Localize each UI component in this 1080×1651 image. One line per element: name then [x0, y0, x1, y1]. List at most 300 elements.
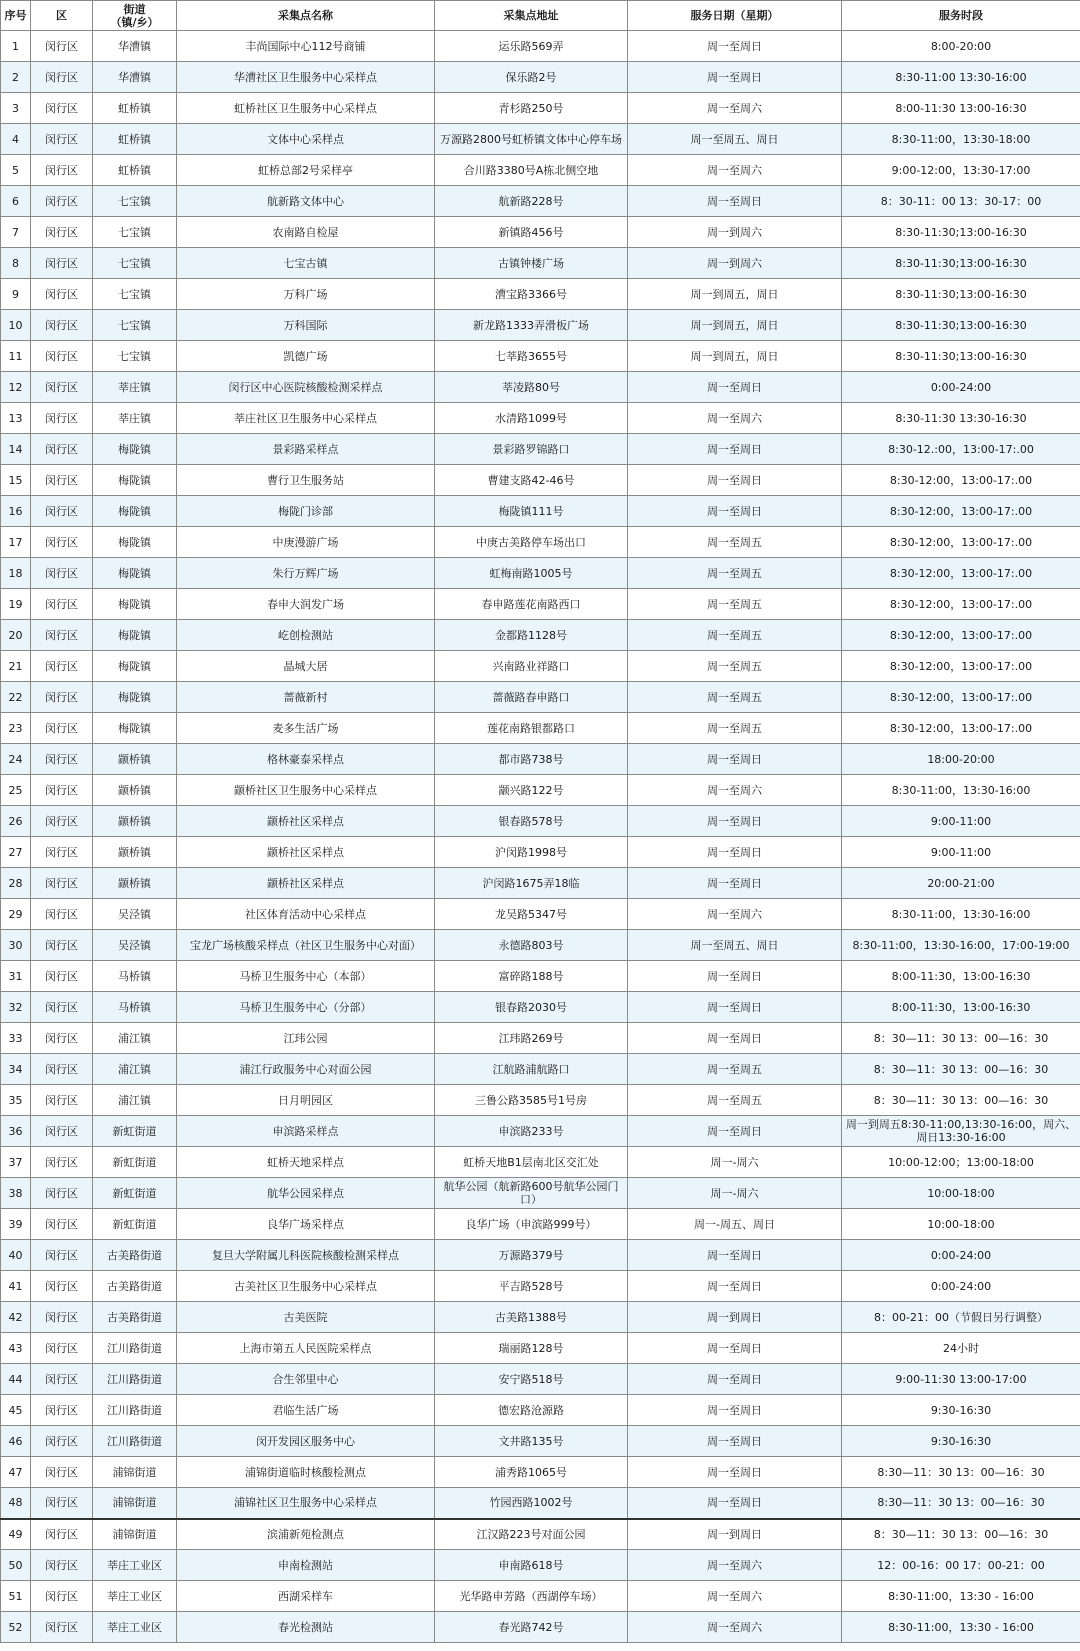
cell-site-name: 莘庄社区卫生服务中心采样点 — [177, 403, 435, 434]
cell-service-days: 周一至周六 — [628, 155, 842, 186]
cell-district: 闵行区 — [31, 1054, 93, 1085]
cell-service-hours: 9:00-11:00 — [842, 806, 1080, 837]
table-row — [1, 403, 1080, 434]
cell-service-hours: 8:30-12:00，13:00-17:.00 — [842, 558, 1080, 589]
cell-street: 颛桥镇 — [93, 806, 177, 837]
cell-street: 新虹街道 — [93, 1209, 177, 1240]
cell-district: 闵行区 — [31, 1581, 93, 1612]
cell-address: 虹桥天地B1层南北区交汇处 — [435, 1147, 628, 1178]
cell-site-name: 滨浦新苑检测点 — [177, 1519, 435, 1550]
cell-service-days: 周一至周日 — [628, 31, 842, 62]
cell-address: 申滨路233号 — [435, 1116, 628, 1147]
cell-street: 华漕镇 — [93, 31, 177, 62]
cell-service-days: 周一至周日 — [628, 372, 842, 403]
table-row — [1, 682, 1080, 713]
cell-street: 江川路街道 — [93, 1395, 177, 1426]
table-row — [1, 434, 1080, 465]
cell-district: 闵行区 — [31, 310, 93, 341]
table-row — [1, 1209, 1080, 1240]
cell-district: 闵行区 — [31, 1302, 93, 1333]
table-row — [1, 1457, 1080, 1488]
cell-seq: 2 — [1, 62, 31, 93]
cell-street: 江川路街道 — [93, 1333, 177, 1364]
cell-site-name: 闵开发园区服务中心 — [177, 1426, 435, 1457]
cell-address: 瑞丽路128号 — [435, 1333, 628, 1364]
cell-service-days: 周一至周日 — [628, 868, 842, 899]
header-seq: 序号 — [1, 1, 31, 31]
cell-district: 闵行区 — [31, 806, 93, 837]
cell-seq: 27 — [1, 837, 31, 868]
cell-district: 闵行区 — [31, 1209, 93, 1240]
cell-service-days: 周一-周五、周日 — [628, 1209, 842, 1240]
table-row — [1, 1085, 1080, 1116]
cell-service-hours: 8:30-11:30;13:00-16:30 — [842, 217, 1080, 248]
cell-service-hours: 8:00-11:30，13:00-16:30 — [842, 961, 1080, 992]
cell-service-hours: 9:00-12:00，13:30-17:00 — [842, 155, 1080, 186]
cell-address: 竹园西路1002号 — [435, 1488, 628, 1519]
cell-seq: 17 — [1, 527, 31, 558]
cell-seq: 11 — [1, 341, 31, 372]
cell-service-days: 周一至周五 — [628, 620, 842, 651]
cell-service-hours: 10:00-12:00；13:00-18:00 — [842, 1147, 1080, 1178]
cell-service-days: 周一至周日 — [628, 1023, 842, 1054]
cell-district: 闵行区 — [31, 496, 93, 527]
cell-site-name: 西湖采样车 — [177, 1581, 435, 1612]
cell-service-hours: 8：30—11：30 13：00—16：30 — [842, 1085, 1080, 1116]
header-street-line2: （镇/乡） — [110, 15, 159, 29]
cell-site-name: 七宝古镇 — [177, 248, 435, 279]
cell-street: 浦江镇 — [93, 1054, 177, 1085]
cell-seq: 42 — [1, 1302, 31, 1333]
cell-site-name: 江玮公园 — [177, 1023, 435, 1054]
table-row — [1, 930, 1080, 961]
cell-site-name: 景彩路采样点 — [177, 434, 435, 465]
cell-district: 闵行区 — [31, 434, 93, 465]
table-row — [1, 837, 1080, 868]
cell-service-days: 周一至周日 — [628, 1426, 842, 1457]
cell-street: 梅陇镇 — [93, 527, 177, 558]
cell-site-name: 合生邻里中心 — [177, 1364, 435, 1395]
cell-street: 七宝镇 — [93, 248, 177, 279]
cell-street: 华漕镇 — [93, 62, 177, 93]
cell-service-hours: 10:00-18:00 — [842, 1178, 1080, 1209]
cell-street: 颛桥镇 — [93, 744, 177, 775]
table-row — [1, 775, 1080, 806]
cell-district: 闵行区 — [31, 1333, 93, 1364]
cell-site-name: 麦多生活广场 — [177, 713, 435, 744]
cell-address: 沪闵路1675弄18临 — [435, 868, 628, 899]
cell-service-hours: 9:30-16:30 — [842, 1426, 1080, 1457]
table-row — [1, 124, 1080, 155]
table-row — [1, 310, 1080, 341]
cell-site-name: 凯德广场 — [177, 341, 435, 372]
cell-street: 浦锦街道 — [93, 1488, 177, 1519]
cell-site-name: 申滨路采样点 — [177, 1116, 435, 1147]
cell-service-days: 周一至周日 — [628, 1333, 842, 1364]
cell-service-hours: 8:30-11:00，13:30-16:00 — [842, 899, 1080, 930]
cell-district: 闵行区 — [31, 558, 93, 589]
cell-site-name: 万科国际 — [177, 310, 435, 341]
cell-service-hours: 8:30-11:00，13:30 - 16:00 — [842, 1612, 1080, 1643]
table-row — [1, 744, 1080, 775]
cell-district: 闵行区 — [31, 279, 93, 310]
table-row — [1, 589, 1080, 620]
cell-service-hours: 周一到周五8:30-11:00,13:30-16:00，周六、周日13:30-16:00 — [842, 1116, 1080, 1147]
cell-address: 江汉路223号对面公园 — [435, 1519, 628, 1550]
cell-district: 闵行区 — [31, 1178, 93, 1209]
cell-service-hours: 8:30-12:00，13:00-17:.00 — [842, 620, 1080, 651]
cell-service-hours: 8:30-12:00，13:00-17:.00 — [842, 527, 1080, 558]
table-row — [1, 868, 1080, 899]
cell-district: 闵行区 — [31, 992, 93, 1023]
table-row — [1, 465, 1080, 496]
cell-district: 闵行区 — [31, 837, 93, 868]
cell-seq: 3 — [1, 93, 31, 124]
cell-seq: 24 — [1, 744, 31, 775]
cell-site-name: 农南路自检屋 — [177, 217, 435, 248]
cell-site-name: 文体中心采样点 — [177, 124, 435, 155]
cell-district: 闵行区 — [31, 682, 93, 713]
table-row — [1, 899, 1080, 930]
cell-service-days: 周一至周五 — [628, 651, 842, 682]
cell-district: 闵行区 — [31, 1147, 93, 1178]
cell-seq: 33 — [1, 1023, 31, 1054]
cell-district: 闵行区 — [31, 1457, 93, 1488]
cell-street: 莘庄镇 — [93, 403, 177, 434]
cell-site-name: 古美社区卫生服务中心采样点 — [177, 1271, 435, 1302]
cell-service-days: 周一至周日 — [628, 434, 842, 465]
cell-service-hours: 8：00-21：00（节假日另行调整） — [842, 1302, 1080, 1333]
cell-service-days: 周一-周六 — [628, 1147, 842, 1178]
cell-district: 闵行区 — [31, 713, 93, 744]
cell-service-days: 周一至周日 — [628, 1457, 842, 1488]
table-row — [1, 279, 1080, 310]
cell-district: 闵行区 — [31, 1271, 93, 1302]
cell-seq: 21 — [1, 651, 31, 682]
cell-service-days: 周一至周日 — [628, 1240, 842, 1271]
cell-site-name: 日月明园区 — [177, 1085, 435, 1116]
cell-service-hours: 8:30-12:00，13:00-17:.00 — [842, 496, 1080, 527]
cell-service-days: 周一到周五，周日 — [628, 310, 842, 341]
cell-site-name: 颛桥社区采样点 — [177, 806, 435, 837]
cell-service-hours: 8:30-12:00，13:00-17:.00 — [842, 589, 1080, 620]
cell-site-name: 申南检测站 — [177, 1550, 435, 1581]
cell-street: 虹桥镇 — [93, 155, 177, 186]
cell-street: 莘庄镇 — [93, 372, 177, 403]
cell-seq: 39 — [1, 1209, 31, 1240]
cell-district: 闵行区 — [31, 589, 93, 620]
cell-address: 梅陇镇111号 — [435, 496, 628, 527]
cell-address: 江玮路269号 — [435, 1023, 628, 1054]
cell-address: 申南路618号 — [435, 1550, 628, 1581]
table-row — [1, 1054, 1080, 1085]
cell-service-hours: 8：30—11：30 13：00—16：30 — [842, 1054, 1080, 1085]
cell-service-hours: 0:00-24:00 — [842, 372, 1080, 403]
cell-street: 浦锦街道 — [93, 1519, 177, 1550]
cell-service-hours: 8:30-11:30;13:00-16:30 — [842, 248, 1080, 279]
cell-site-name: 朱行万辉广场 — [177, 558, 435, 589]
cell-service-hours: 8:30-11:00，13:30 - 16:00 — [842, 1581, 1080, 1612]
cell-district: 闵行区 — [31, 1395, 93, 1426]
header-street-line1: 街道 — [123, 2, 146, 16]
cell-seq: 28 — [1, 868, 31, 899]
cell-site-name: 屹创检测站 — [177, 620, 435, 651]
cell-street: 新虹街道 — [93, 1116, 177, 1147]
cell-street: 新虹街道 — [93, 1178, 177, 1209]
cell-seq: 35 — [1, 1085, 31, 1116]
cell-street: 颛桥镇 — [93, 868, 177, 899]
header-site-name: 采集点名称 — [177, 1, 435, 31]
cell-service-hours: 0:00-24:00 — [842, 1240, 1080, 1271]
cell-seq: 18 — [1, 558, 31, 589]
table-row — [1, 1519, 1080, 1550]
cell-site-name: 曹行卫生服务站 — [177, 465, 435, 496]
cell-service-days: 周一-周六 — [628, 1178, 842, 1209]
table-row — [1, 62, 1080, 93]
cell-service-hours: 8:30-11:00，13:30-16:00，17:00-19:00 — [842, 930, 1080, 961]
cell-street: 梅陇镇 — [93, 713, 177, 744]
cell-service-days: 周一至周五、周日 — [628, 124, 842, 155]
cell-street: 吴泾镇 — [93, 930, 177, 961]
cell-district: 闵行区 — [31, 961, 93, 992]
cell-district: 闵行区 — [31, 1488, 93, 1519]
cell-address: 曹建支路42-46号 — [435, 465, 628, 496]
table-row — [1, 1302, 1080, 1333]
cell-address: 水清路1099号 — [435, 403, 628, 434]
cell-address: 颛兴路122号 — [435, 775, 628, 806]
cell-street: 七宝镇 — [93, 186, 177, 217]
cell-service-hours: 8:00-11:30 13:00-16:30 — [842, 93, 1080, 124]
cell-service-days: 周一到周日 — [628, 1302, 842, 1333]
cell-seq: 29 — [1, 899, 31, 930]
table-row — [1, 651, 1080, 682]
cell-service-days: 周一到周六 — [628, 217, 842, 248]
cell-street: 七宝镇 — [93, 279, 177, 310]
cell-street: 梅陇镇 — [93, 496, 177, 527]
cell-service-days: 周一至周六 — [628, 403, 842, 434]
cell-seq: 7 — [1, 217, 31, 248]
cell-site-name: 古美医院 — [177, 1302, 435, 1333]
cell-seq: 5 — [1, 155, 31, 186]
cell-address: 富碎路188号 — [435, 961, 628, 992]
cell-service-hours: 8:30-12:00，13:00-17:.00 — [842, 465, 1080, 496]
cell-service-hours: 8:00-20:00 — [842, 31, 1080, 62]
cell-address: 新镇路456号 — [435, 217, 628, 248]
cell-seq: 22 — [1, 682, 31, 713]
cell-service-hours: 8:30-11:30;13:00-16:30 — [842, 341, 1080, 372]
cell-address: 青杉路250号 — [435, 93, 628, 124]
cell-seq: 19 — [1, 589, 31, 620]
cell-site-name: 晶城大居 — [177, 651, 435, 682]
cell-district: 闵行区 — [31, 1612, 93, 1643]
cell-seq: 16 — [1, 496, 31, 527]
cell-street: 颛桥镇 — [93, 837, 177, 868]
cell-seq: 9 — [1, 279, 31, 310]
cell-address: 古镇钟楼广场 — [435, 248, 628, 279]
cell-address: 光华路申芳路（西湖停车场） — [435, 1581, 628, 1612]
cell-street: 虹桥镇 — [93, 124, 177, 155]
header-service-days: 服务日期（星期） — [628, 1, 842, 31]
cell-street: 梅陇镇 — [93, 465, 177, 496]
cell-address: 万源路2800号虹桥镇文体中心停车场 — [435, 124, 628, 155]
cell-service-days: 周一至周六 — [628, 775, 842, 806]
table-row — [1, 713, 1080, 744]
cell-address: 合川路3380号A栋北侧空地 — [435, 155, 628, 186]
cell-district: 闵行区 — [31, 744, 93, 775]
cell-service-days: 周一至周日 — [628, 992, 842, 1023]
cell-seq: 30 — [1, 930, 31, 961]
cell-service-hours: 8:30-11:00 13:30-16:00 — [842, 62, 1080, 93]
table-row — [1, 1240, 1080, 1271]
cell-street: 梅陇镇 — [93, 682, 177, 713]
cell-service-days: 周一至周六 — [628, 93, 842, 124]
cell-address: 德宏路沧源路 — [435, 1395, 628, 1426]
cell-service-days: 周一至周日 — [628, 961, 842, 992]
cell-seq: 25 — [1, 775, 31, 806]
cell-seq: 13 — [1, 403, 31, 434]
cell-seq: 48 — [1, 1488, 31, 1519]
cell-seq: 40 — [1, 1240, 31, 1271]
table-row — [1, 1612, 1080, 1643]
cell-service-hours: 8:30—11：30 13：00—16：30 — [842, 1488, 1080, 1519]
cell-street: 马桥镇 — [93, 961, 177, 992]
cell-site-name: 蔷薇新村 — [177, 682, 435, 713]
cell-site-name: 社区体育活动中心采样点 — [177, 899, 435, 930]
cell-address: 中庚古美路停车场出口 — [435, 527, 628, 558]
cell-seq: 14 — [1, 434, 31, 465]
cell-district: 闵行区 — [31, 899, 93, 930]
cell-site-name: 春光检测站 — [177, 1612, 435, 1643]
cell-street: 浦江镇 — [93, 1023, 177, 1054]
cell-district: 闵行区 — [31, 1116, 93, 1147]
cell-seq: 47 — [1, 1457, 31, 1488]
cell-address: 春光路742号 — [435, 1612, 628, 1643]
cell-district: 闵行区 — [31, 868, 93, 899]
cell-site-name: 颛桥社区采样点 — [177, 868, 435, 899]
cell-address: 航华公园（航新路600号航华公园门口） — [435, 1178, 628, 1209]
cell-site-name: 浦江行政服务中心对面公园 — [177, 1054, 435, 1085]
cell-site-name: 华漕社区卫生服务中心采样点 — [177, 62, 435, 93]
header-district: 区 — [31, 1, 93, 31]
cell-service-days: 周一到周六 — [628, 248, 842, 279]
cell-site-name: 丰尚国际中心112号商铺 — [177, 31, 435, 62]
cell-service-days: 周一至周六 — [628, 1581, 842, 1612]
cell-service-days: 周一至周五 — [628, 713, 842, 744]
cell-site-name: 浦锦社区卫生服务中心采样点 — [177, 1488, 435, 1519]
cell-service-hours: 8:30-12:00，13:00-17:.00 — [842, 682, 1080, 713]
cell-address: 平吉路528号 — [435, 1271, 628, 1302]
cell-street: 马桥镇 — [93, 992, 177, 1023]
cell-seq: 12 — [1, 372, 31, 403]
cell-street: 虹桥镇 — [93, 93, 177, 124]
cell-service-hours: 8：30—11：30 13：00—16：30 — [842, 1519, 1080, 1550]
cell-service-hours: 8:30-11:00，13:30-16:00 — [842, 775, 1080, 806]
cell-address: 古美路1388号 — [435, 1302, 628, 1333]
cell-district: 闵行区 — [31, 124, 93, 155]
cell-address: 兴南路业祥路口 — [435, 651, 628, 682]
cell-district: 闵行区 — [31, 465, 93, 496]
cell-district: 闵行区 — [31, 62, 93, 93]
cell-service-days: 周一至周六 — [628, 1550, 842, 1581]
cell-district: 闵行区 — [31, 775, 93, 806]
cell-seq: 8 — [1, 248, 31, 279]
cell-service-hours: 8：30—11：30 13：00—16：30 — [842, 1023, 1080, 1054]
cell-street: 古美路街道 — [93, 1271, 177, 1302]
table-row — [1, 341, 1080, 372]
cell-service-hours: 24小时 — [842, 1333, 1080, 1364]
table-row — [1, 1178, 1080, 1209]
cell-address: 七莘路3655号 — [435, 341, 628, 372]
cell-service-days: 周一至周五 — [628, 558, 842, 589]
cell-seq: 44 — [1, 1364, 31, 1395]
table-row — [1, 93, 1080, 124]
cell-street: 梅陇镇 — [93, 620, 177, 651]
cell-site-name: 虹桥天地采样点 — [177, 1147, 435, 1178]
cell-address: 龙吴路5347号 — [435, 899, 628, 930]
cell-district: 闵行区 — [31, 93, 93, 124]
cell-service-hours: 8:30-12:00，13:00-17:.00 — [842, 713, 1080, 744]
cell-service-days: 周一到周五，周日 — [628, 341, 842, 372]
cell-service-hours: 8:30-11:30;13:00-16:30 — [842, 279, 1080, 310]
cell-street: 梅陇镇 — [93, 651, 177, 682]
table-row — [1, 496, 1080, 527]
cell-site-name: 马桥卫生服务中心（本部） — [177, 961, 435, 992]
cell-service-days: 周一至周五 — [628, 682, 842, 713]
cell-site-name: 浦锦街道临时核酸检测点 — [177, 1457, 435, 1488]
table-row — [1, 527, 1080, 558]
cell-seq: 43 — [1, 1333, 31, 1364]
cell-service-hours: 8:30-11:30 13:30-16:30 — [842, 403, 1080, 434]
cell-district: 闵行区 — [31, 527, 93, 558]
cell-seq: 45 — [1, 1395, 31, 1426]
cell-district: 闵行区 — [31, 217, 93, 248]
cell-seq: 50 — [1, 1550, 31, 1581]
cell-seq: 49 — [1, 1519, 31, 1550]
cell-site-name: 马桥卫生服务中心（分部） — [177, 992, 435, 1023]
cell-service-days: 周一至周日 — [628, 62, 842, 93]
cell-address: 金都路1128号 — [435, 620, 628, 651]
cell-site-name: 复旦大学附属儿科医院核酸检测采样点 — [177, 1240, 435, 1271]
cell-service-hours: 8:30—11：30 13：00—16：30 — [842, 1457, 1080, 1488]
cell-service-days: 周一至周五 — [628, 1054, 842, 1085]
cell-seq: 6 — [1, 186, 31, 217]
cell-district: 闵行区 — [31, 1550, 93, 1581]
table-row — [1, 372, 1080, 403]
cell-address: 安宁路518号 — [435, 1364, 628, 1395]
cell-street: 颛桥镇 — [93, 775, 177, 806]
cell-street: 江川路街道 — [93, 1364, 177, 1395]
cell-address: 永德路803号 — [435, 930, 628, 961]
cell-site-name: 格林豪泰采样点 — [177, 744, 435, 775]
cell-service-days: 周一至周五 — [628, 1085, 842, 1116]
cell-service-hours: 9:00-11:00 — [842, 837, 1080, 868]
cell-seq: 46 — [1, 1426, 31, 1457]
cell-seq: 31 — [1, 961, 31, 992]
cell-district: 闵行区 — [31, 186, 93, 217]
cell-site-name: 颛桥社区卫生服务中心采样点 — [177, 775, 435, 806]
cell-service-days: 周一至周日 — [628, 1488, 842, 1519]
cell-site-name: 颛桥社区采样点 — [177, 837, 435, 868]
cell-address: 运乐路569弄 — [435, 31, 628, 62]
table-row — [1, 1364, 1080, 1395]
cell-street: 新虹街道 — [93, 1147, 177, 1178]
cell-district: 闵行区 — [31, 1426, 93, 1457]
table-row — [1, 961, 1080, 992]
table-row — [1, 1395, 1080, 1426]
cell-seq: 10 — [1, 310, 31, 341]
cell-service-days: 周一至周日 — [628, 1271, 842, 1302]
cell-site-name: 虹桥社区卫生服务中心采样点 — [177, 93, 435, 124]
